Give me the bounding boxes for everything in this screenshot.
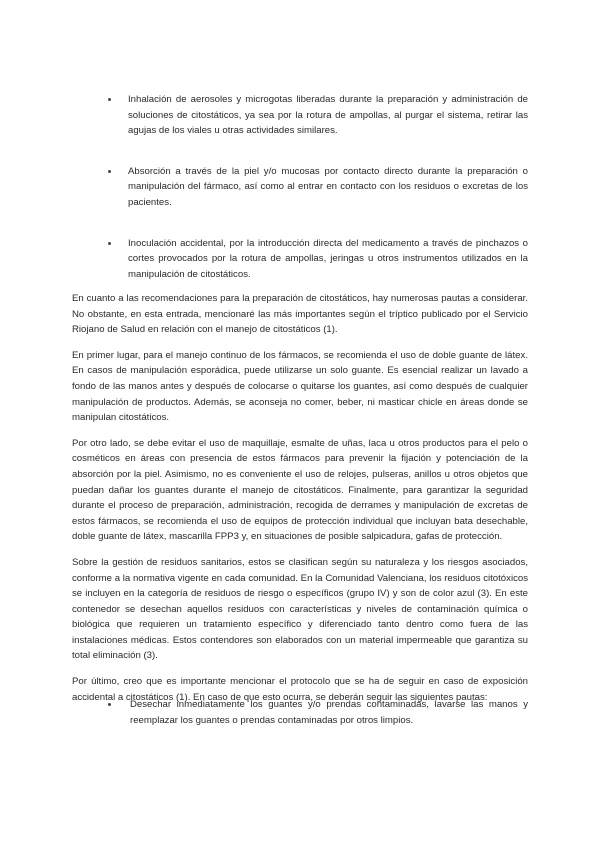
list-item [108, 164, 528, 211]
protocol-steps-list [108, 697, 528, 728]
list-item [108, 236, 528, 283]
paragraph-protection: Por otro lado, se debe evitar el uso de maquillaje, esmalte de uñas, laca u otros productos para el pelo o cosméticos en áreas con presencia de estos fármacos para prevenir la fijación y potenciación de la absorción por la piel. Asimismo, no es conveniente el uso de relojes, pulseras, anillos u otros objetos que puedan dañar los guantes durante el manejo de citostáticos. Finalmente, para garantizar la seguridad durante el proceso de preparación, administración, recogida de derrames y manipulación de excretas de estos fármacos, se recomienda el uso de equipos de protección individual que incluyan bata desechable, doble guante de látex, mascarilla FPP3 y, en situaciones de posible salpicadura, gafas de protección. [72, 437, 528, 543]
list-item-text: Desechar inmediatamente los guantes y/o prendas contaminadas, lavarse las manos y reemplazar los guantes o prendas contaminadas por otros limpios. [130, 699, 528, 726]
bullet-icon [108, 242, 111, 245]
paragraph-gloves: En primer lugar, para el manejo continuo de los fármacos, se recomienda el uso de doble guante de látex. En casos de manipulación esporádica, puede utilizarse un solo guante. Es esencial realizar un lavado a fondo de las manos antes y después de colocarse o quitarse los guantes, así como después de cualquier manipulación de productos. Además, se aconseja no comer, beber, ni masticar chicle en áreas donde se manipulan citostáticos. [72, 349, 528, 424]
exposure-routes-list [108, 92, 528, 282]
list-item [108, 92, 528, 139]
bullet-icon [108, 703, 111, 706]
list-item-text: Inhalación de aerosoles y microgotas liberadas durante la preparación y administración de soluciones de citostáticos, ya sea por la rotura de ampollas, al purgar el sistema, retirar las agujas de los viales u otras actividades similares. [128, 94, 528, 137]
body-text [72, 291, 528, 715]
paragraph-recommendations: En cuanto a las recomendaciones para la preparación de citostáticos, hay numerosas pautas a considerar. No obstante, en esta entrada, mencionaré las más importantes según el tríptico publicado por el Servicio Riojano de Salud en relación con el manejo de citostáticos (1). [72, 293, 528, 336]
bullet-icon [108, 98, 111, 101]
list-item-text: Inoculación accidental, por la introducción directa del medicamento a través de pinchazos o cortes provocados por la rotura de ampollas, jeringas u otros instrumentos utilizados en la manipulación de citostáticos. [128, 237, 528, 280]
paragraph-waste: Sobre la gestión de residuos sanitarios, estos se clasifican según su naturaleza y los riesgos asociados, conforme a la normativa vigente en cada comunidad. En la Comunidad Valenciana, los residuos citotóxicos se incluyen en la categoría de residuos de riesgo o específicos (grupo IV) y son de color azul (3). En este contenedor se desechan aquellos residuos con características y niveles de contaminación química o biológica que requieren un tratamiento específico y diferenciado tanto dentro como fuera de las instalaciones médicas. Estos contendores son elaborados con un material impermeable que garantiza su total eliminación (3). [72, 556, 528, 662]
paragraph-exposure-protocol: Por último, creo que es importante mencionar el protocolo que se ha de seguir en caso de exposición accidental a citostáticos (1). En caso de que esto ocurra, se deberán seguir las siguientes pautas: [72, 676, 528, 703]
list-item [108, 697, 528, 728]
list-item-text: Absorción a través de la piel y/o mucosas por contacto directo durante la preparación o manipulación del fármaco, así como al entrar en contacto con los residuos o excretas de los pacientes. [128, 165, 528, 208]
bullet-icon [108, 170, 111, 173]
